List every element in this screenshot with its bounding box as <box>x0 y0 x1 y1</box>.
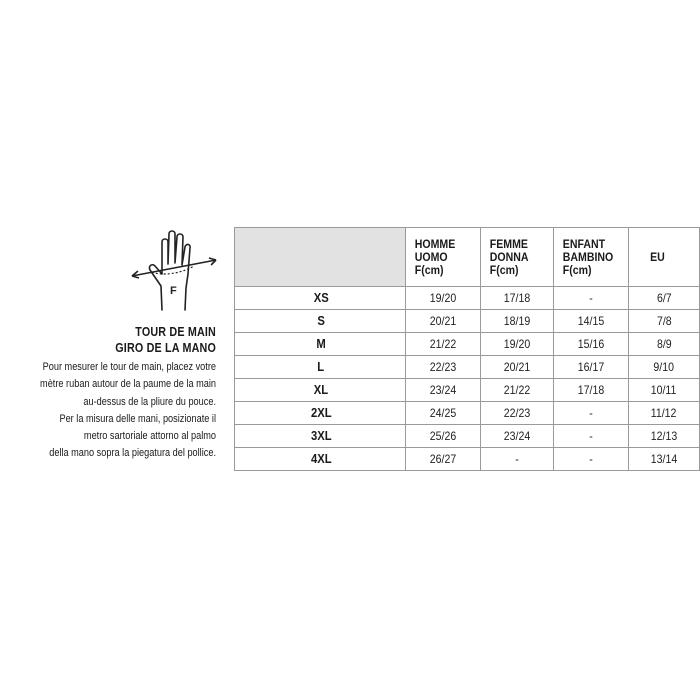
size-value-cell <box>554 402 629 425</box>
size-value-cell <box>629 333 700 356</box>
size-value-cell <box>629 402 700 425</box>
size-value: - <box>589 452 593 466</box>
table-row <box>235 356 700 379</box>
text-it-line: della mano sopra la piegatura del pollice. <box>49 447 216 460</box>
table-row <box>235 448 700 471</box>
table-row <box>235 333 700 356</box>
header-line: FEMME <box>489 236 528 251</box>
size-value: 23/24 <box>429 383 457 397</box>
size-value-cell <box>481 333 554 356</box>
size-value-cell <box>406 402 481 425</box>
table-row <box>235 425 700 448</box>
size-value: 23/24 <box>503 429 531 443</box>
header-line: ENFANT <box>562 236 606 251</box>
table-row <box>235 287 700 310</box>
size-value-cell <box>629 287 700 310</box>
size-label-cell <box>235 333 406 356</box>
size-label: M <box>316 337 326 351</box>
size-value: 16/17 <box>577 360 605 374</box>
size-value: 19/20 <box>429 291 457 305</box>
table-row <box>235 379 700 402</box>
size-value-cell <box>629 425 700 448</box>
size-value: - <box>589 291 593 305</box>
text-fr-line: mètre ruban autour de la paume de la main <box>40 378 216 391</box>
hand-measure-icon <box>128 226 220 318</box>
hand-measure-figure <box>128 226 220 318</box>
hand-label: F <box>170 285 177 297</box>
size-value: 9/10 <box>653 360 675 374</box>
size-label-cell <box>235 379 406 402</box>
size-value-cell <box>629 310 700 333</box>
size-value: 20/21 <box>429 314 457 328</box>
size-label-cell <box>235 425 406 448</box>
size-value: 11/12 <box>651 406 677 420</box>
size-label: 3XL <box>310 429 332 443</box>
size-label: L <box>317 360 325 374</box>
size-value-cell <box>481 310 554 333</box>
size-value-cell <box>406 425 481 448</box>
size-value-cell <box>554 425 629 448</box>
header-line: F(cm) <box>489 262 519 277</box>
size-label-cell <box>235 402 406 425</box>
size-value: 19/20 <box>503 337 531 351</box>
text-fr-line: Pour mesurer le tour de main, placez votre <box>42 361 216 373</box>
size-value-cell <box>406 379 481 402</box>
size-value: 21/22 <box>503 383 531 397</box>
header-line: F(cm) <box>414 262 444 277</box>
table-row <box>235 310 700 333</box>
text-it-line: Per la misura delle mani, posizionate il <box>59 412 216 425</box>
size-value-cell <box>554 448 629 471</box>
size-label: S <box>317 314 325 328</box>
text-fr-line: au-dessus de la pliure du pouce. <box>83 395 216 408</box>
size-value: 26/27 <box>429 452 457 466</box>
size-value: 18/19 <box>503 314 531 328</box>
size-value-cell <box>554 379 629 402</box>
size-value: 24/25 <box>429 406 457 420</box>
size-label-cell <box>235 287 406 310</box>
size-value: 22/23 <box>429 360 457 374</box>
size-value-cell <box>481 379 554 402</box>
size-value: 6/7 <box>656 291 672 305</box>
header-line: F(cm) <box>562 262 592 277</box>
size-label: XS <box>313 291 329 305</box>
size-value: 22/23 <box>503 406 531 420</box>
size-value: 8/9 <box>656 337 672 351</box>
size-value-cell <box>481 425 554 448</box>
title-it: GIRO DE LA MANO <box>115 341 216 355</box>
size-value: 17/18 <box>503 291 531 305</box>
size-label: XL <box>313 383 329 397</box>
size-value-cell <box>481 402 554 425</box>
size-value-cell <box>406 448 481 471</box>
size-value: 21/22 <box>429 337 457 351</box>
header-men <box>406 228 481 287</box>
size-value: 10/11 <box>651 383 677 397</box>
size-value: - <box>515 452 519 466</box>
size-value: 7/8 <box>656 314 672 328</box>
table-header-row <box>235 228 700 287</box>
header-line: UOMO <box>414 249 448 264</box>
size-table <box>234 227 700 471</box>
size-label-cell <box>235 448 406 471</box>
size-label: 2XL <box>310 406 332 420</box>
size-value-cell <box>629 356 700 379</box>
size-value-cell <box>554 333 629 356</box>
text-it-line: metro sartoriale attorno al palmo <box>83 430 217 443</box>
header-line: DONNA <box>489 249 529 264</box>
size-value-cell <box>554 310 629 333</box>
size-label-cell <box>235 356 406 379</box>
header-line: HOMME <box>414 236 456 251</box>
header-corner-cell <box>235 228 406 287</box>
header-line: BAMBINO <box>562 249 614 264</box>
title-fr: TOUR DE MAIN <box>135 325 216 339</box>
size-value-cell <box>481 287 554 310</box>
size-value: 20/21 <box>503 360 531 374</box>
header-line: EU <box>650 249 665 264</box>
size-value-cell <box>406 287 481 310</box>
size-value: - <box>589 429 593 443</box>
size-value: - <box>589 406 593 420</box>
size-value: 15/16 <box>577 337 605 351</box>
size-value-cell <box>629 379 700 402</box>
size-label: 4XL <box>310 452 332 466</box>
size-value: 14/15 <box>577 314 605 328</box>
size-value-cell <box>406 310 481 333</box>
table-row <box>235 402 700 425</box>
measurement-instructions <box>0 324 216 463</box>
size-value-cell <box>554 356 629 379</box>
size-value: 17/18 <box>577 383 605 397</box>
size-value-cell <box>554 287 629 310</box>
size-value-cell <box>629 448 700 471</box>
size-value: 25/26 <box>429 429 457 443</box>
size-label-cell <box>235 310 406 333</box>
size-value-cell <box>481 448 554 471</box>
header-kids <box>554 228 629 287</box>
header-women <box>481 228 554 287</box>
header-eu <box>629 228 700 287</box>
size-value: 13/14 <box>650 452 678 466</box>
size-value-cell <box>406 333 481 356</box>
size-value: 12/13 <box>650 429 678 443</box>
size-value-cell <box>406 356 481 379</box>
size-value-cell <box>481 356 554 379</box>
